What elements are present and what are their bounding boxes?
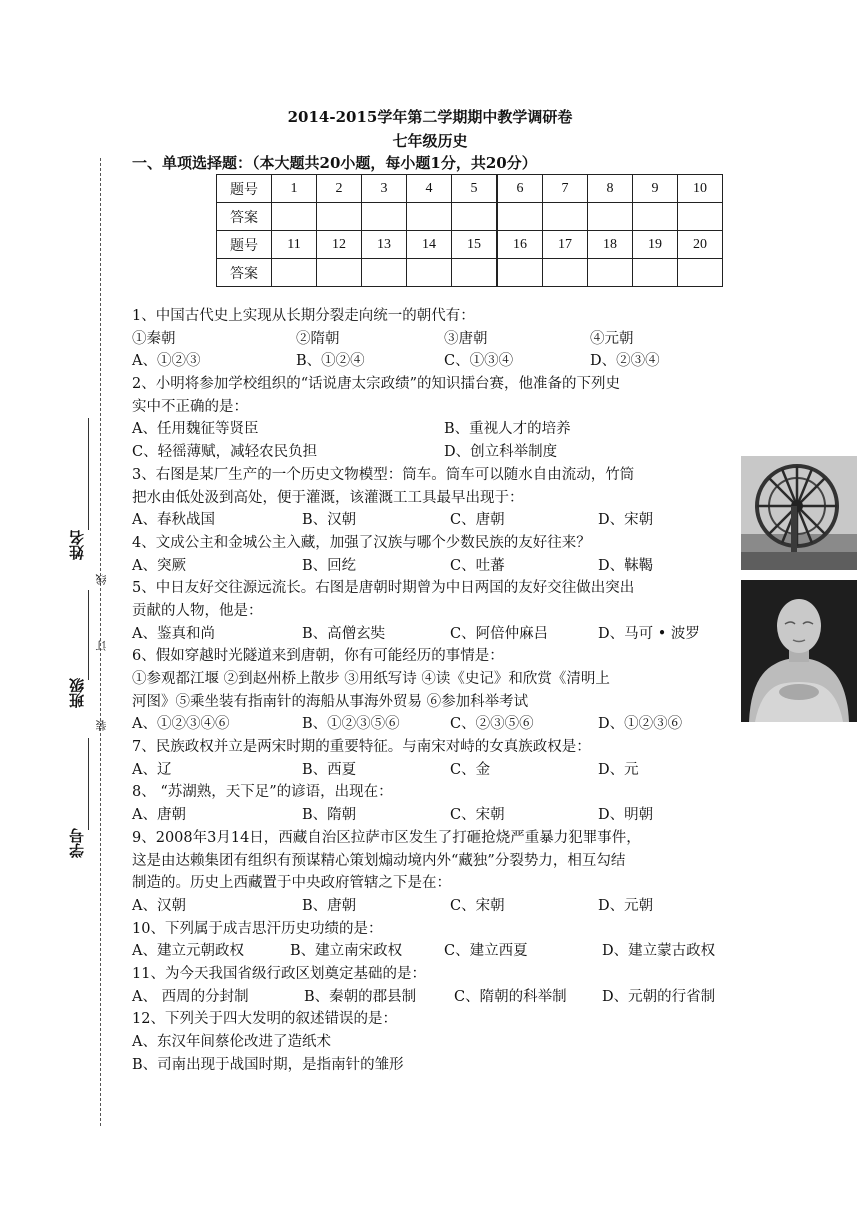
option[interactable]: B、①②③⑤⑥ (302, 716, 400, 733)
answer-cell[interactable] (633, 203, 678, 231)
number-cell: 13 (362, 231, 407, 259)
answer-table (216, 174, 723, 287)
option[interactable]: D、马可 • 波罗 (598, 625, 700, 642)
option[interactable]: D、元 (598, 761, 639, 778)
question-stem: 实中不正确的是： (132, 398, 248, 415)
number-cell: 11 (272, 231, 317, 259)
option[interactable]: D、②③④ (590, 353, 660, 370)
row-label: 答案 (217, 259, 272, 287)
question-list (132, 305, 734, 1076)
answer-cell[interactable] (497, 259, 543, 287)
question-stem: 2、小明将参加学校组织的“话说唐太宗政绩”的知识擂台赛，他准备的下列史 (132, 376, 621, 393)
question-stem: 12、下列关于四大发明的叙述错误的是： (132, 1011, 397, 1028)
option[interactable]: B、秦朝的郡县制 (304, 988, 417, 1005)
exam-subject: 七年级历史 (392, 132, 468, 150)
answer-cell[interactable] (543, 203, 588, 231)
option[interactable]: D、靺鞨 (598, 557, 654, 574)
answer-cell[interactable] (452, 259, 498, 287)
question-stem: 6、假如穿越时光隧道来到唐朝，你有可能经历的事情是： (132, 648, 504, 665)
option[interactable]: A、汉朝 (132, 897, 186, 914)
answer-cell[interactable] (497, 203, 543, 231)
option[interactable]: C、①③④ (444, 353, 514, 370)
question-stem: 这是由达赖集团有组织有预谋精心策划煽动境内外“藏独”分裂势力，相互勾结 (132, 852, 626, 869)
option[interactable]: B、隋朝 (302, 807, 357, 824)
option[interactable]: D、明朝 (598, 807, 654, 824)
number-cell: 16 (497, 231, 543, 259)
option[interactable]: C、宋朝 (450, 807, 505, 824)
question-stem: 河图》⑤乘坐装有指南针的海船从事海外贸易 ⑥参加科举考试 (132, 693, 529, 710)
option[interactable]: A、突厥 (132, 557, 186, 574)
question-stem: ①参观都江堰 ②到赵州桥上散步 ③用纸写诗 ④读《史记》和欣赏《清明上 (132, 671, 610, 687)
option-row (132, 759, 734, 782)
answer-cell[interactable] (588, 259, 633, 287)
option[interactable]: C、隋朝的科举制 (454, 988, 567, 1005)
number-cell: 7 (543, 175, 588, 203)
number-cell: 1 (272, 175, 317, 203)
section-heading: 一、单项选择题：（本大题共20小题，每小题1分，共20分） (132, 154, 537, 172)
answer-cell[interactable] (407, 203, 452, 231)
option[interactable]: C、阿倍仲麻吕 (450, 625, 549, 642)
row-label: 题号 (217, 231, 272, 259)
option[interactable]: ③唐朝 (444, 330, 488, 347)
option[interactable]: D、元朝 (598, 897, 654, 914)
option[interactable]: B、回纥 (302, 557, 357, 574)
jianzhen-statue-image (741, 580, 857, 722)
option[interactable]: B、建立南宋政权 (290, 943, 403, 960)
question-stem: 5、中日友好交往源远流长。右图是唐朝时期曾为中日两国的友好交往做出突出 (132, 580, 635, 597)
question-stem: 3、右图是某厂生产的一个历史文物模型：筒车。筒车可以随水自由流动，竹筒 (132, 466, 635, 483)
option[interactable]: B、高僧玄奘 (302, 625, 386, 642)
question-stem: 把水由低处汲到高处，便于灌溉，该灌溉工工具最早出现于： (132, 489, 524, 506)
option[interactable]: ①秦朝 (132, 330, 176, 347)
row-label: 题号 (217, 175, 272, 203)
question-stem: 10、下列属于成吉思汗历史功绩的是： (132, 920, 383, 937)
number-cell: 20 (678, 231, 723, 259)
question-stem: 4、文成公主和金城公主入藏，加强了汉族与哪个少数民族的友好往来？ (132, 534, 591, 551)
option-row (132, 895, 734, 918)
option[interactable]: C、金 (450, 761, 491, 778)
answer-cell[interactable] (678, 259, 723, 287)
student-id-label: 学号 (68, 828, 86, 858)
student-id-blank[interactable] (88, 738, 89, 830)
option[interactable]: D、宋朝 (598, 512, 654, 529)
number-cell: 6 (497, 175, 543, 203)
option-row (132, 986, 734, 1009)
option-row (132, 713, 734, 736)
option[interactable]: C、宋朝 (450, 897, 505, 914)
number-cell: 4 (407, 175, 452, 203)
question-stem: 11、为今天我国省级行政区划奠定基础的是： (132, 965, 426, 982)
waterwheel-image (741, 456, 857, 570)
answer-cell[interactable] (272, 259, 317, 287)
answer-cell[interactable] (633, 259, 678, 287)
option[interactable]: D、创立科举制度 (444, 444, 558, 461)
question-stem: 7、民族政权并立是两宋时期的重要特征。与南宋对峙的女真族政权是： (132, 739, 591, 756)
number-cell: 3 (362, 175, 407, 203)
option-row (132, 441, 734, 464)
option[interactable]: A、 西周的分封制 (132, 988, 249, 1005)
class-label: 班级 (68, 678, 86, 708)
option[interactable]: A、任用魏征等贤臣 (132, 421, 259, 438)
option-row (132, 509, 734, 532)
binding-mark-line: 线 (95, 574, 108, 585)
name-label: 姓名 (68, 530, 86, 560)
option-row (132, 418, 734, 441)
binding-mark-seal: 装 (95, 720, 108, 731)
statue-drawing (741, 580, 857, 722)
answer-cell[interactable] (407, 259, 452, 287)
row-label: 答案 (217, 203, 272, 231)
option[interactable]: A、①②③ (132, 353, 201, 370)
question-stem: 8、 “苏湖熟，天下足”的谚语，出现在： (132, 784, 393, 801)
option[interactable]: A、建立元朝政权 (132, 943, 244, 960)
option-row (132, 623, 734, 646)
option[interactable]: A、辽 (132, 761, 172, 778)
answer-cell[interactable] (543, 259, 588, 287)
answer-cell[interactable] (678, 203, 723, 231)
table-row (217, 203, 723, 231)
option[interactable]: B、重视人才的培养 (444, 421, 571, 438)
number-cell: 9 (633, 175, 678, 203)
option-row (132, 804, 734, 827)
table-row (217, 259, 723, 287)
question-stem: 制造的。历史上西藏置于中央政府管辖之下是在： (132, 875, 451, 892)
number-cell: 18 (588, 231, 633, 259)
number-cell: 8 (588, 175, 633, 203)
answer-cell[interactable] (317, 259, 362, 287)
answer-cell[interactable] (362, 259, 407, 287)
option-row (132, 555, 734, 578)
option-row (132, 350, 734, 373)
exam-title: 2014-2015学年第二学期期中教学调研卷 (287, 108, 573, 126)
option[interactable]: D、建立蒙古政权 (602, 943, 716, 960)
question-stem: 1、中国古代史上实现从长期分裂走向统一的朝代有： (132, 308, 475, 324)
number-cell: 17 (543, 231, 588, 259)
class-blank[interactable] (88, 590, 89, 680)
answer-cell[interactable] (362, 203, 407, 231)
table-row (217, 231, 723, 259)
answer-cell[interactable] (452, 203, 498, 231)
number-cell: 12 (317, 231, 362, 259)
option[interactable]: C、吐蕃 (450, 557, 505, 574)
option[interactable]: B、西夏 (302, 761, 357, 778)
binding-mark-bind: 订 (95, 640, 108, 651)
question-stem: 9、2008年3月14日，西藏自治区拉萨市区发生了打砸抢烧严重暴力犯罪事件， (132, 829, 641, 846)
option[interactable]: A、①②③④⑥ (132, 716, 230, 733)
option-line[interactable]: A、东汉年间蔡伦改进了造纸术 (132, 1034, 331, 1050)
option[interactable]: A、春秋战国 (132, 512, 215, 529)
number-cell: 19 (633, 231, 678, 259)
option[interactable]: B、汉朝 (302, 512, 357, 529)
question-stem: 贡献的人物，他是： (132, 602, 263, 619)
answer-cell[interactable] (317, 203, 362, 231)
number-cell: 15 (452, 231, 498, 259)
number-cell: 5 (452, 175, 498, 203)
number-cell: 2 (317, 175, 362, 203)
option[interactable]: D、元朝的行省制 (602, 988, 716, 1005)
option[interactable]: B、①②④ (296, 353, 365, 370)
number-cell: 14 (407, 231, 452, 259)
option[interactable]: C、②③⑤⑥ (450, 716, 534, 733)
option[interactable]: B、唐朝 (302, 897, 357, 914)
option-row (132, 940, 734, 963)
option[interactable]: ②隋朝 (296, 330, 340, 347)
option[interactable]: C、唐朝 (450, 512, 505, 529)
table-row (217, 175, 723, 203)
name-blank[interactable] (88, 418, 89, 530)
option[interactable]: ④元朝 (590, 330, 634, 347)
option[interactable]: A、鉴真和尚 (132, 625, 215, 642)
option[interactable]: C、轻徭薄赋，减轻农民负担 (132, 444, 318, 461)
waterwheel-drawing (741, 456, 857, 570)
option-row (132, 328, 734, 351)
option[interactable]: C、建立西夏 (444, 943, 528, 960)
option-line[interactable]: B、司南出现于战国时期，是指南针的雏形 (132, 1056, 404, 1073)
option[interactable]: D、①②③⑥ (598, 716, 683, 733)
option[interactable]: A、唐朝 (132, 807, 186, 824)
answer-cell[interactable] (272, 203, 317, 231)
answer-cell[interactable] (588, 203, 633, 231)
number-cell: 10 (678, 175, 723, 203)
